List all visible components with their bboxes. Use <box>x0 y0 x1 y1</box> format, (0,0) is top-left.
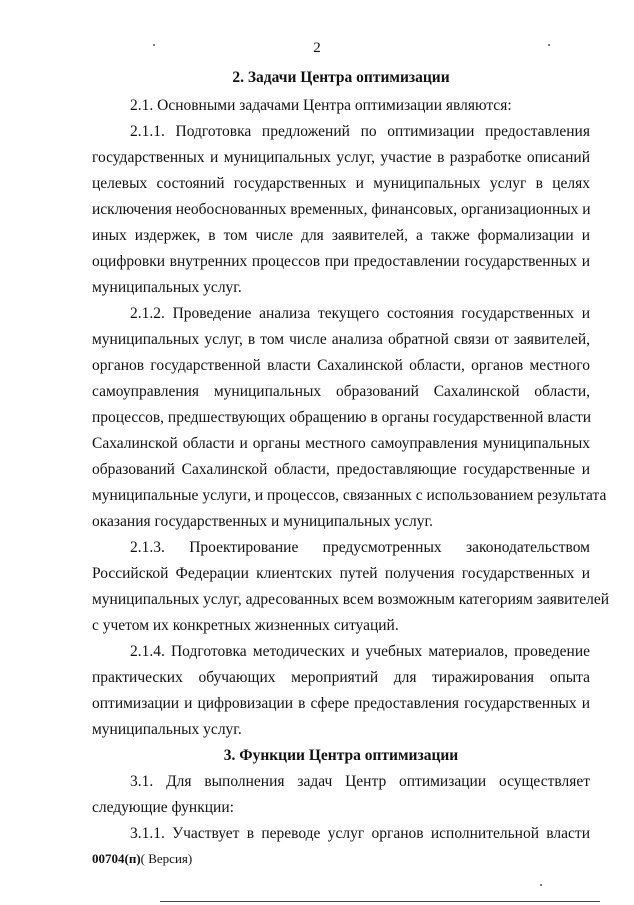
paragraph-2-1-1-line: исключения необоснованных временных, финансовых, организационных и <box>92 201 591 218</box>
paragraph-2-1-1-line: оцифровки внутренних процессов при предоставлении государственных и <box>92 253 590 270</box>
paragraph-2-1-2-line: оказания государственных и муниципальных услуг. <box>92 513 433 530</box>
paragraph-2-1-4-line: оптимизации и цифровизации в сфере предоставления государственных и <box>92 695 590 712</box>
paragraph-2-1-1-line: целевых состояний государственных и муниципальных услуг в целях <box>92 175 590 192</box>
scan-speck <box>540 884 542 886</box>
paragraph-2-1-2-line: процессов, предшествующих обращению в органы государственной власти <box>92 409 592 426</box>
paragraph-2-1: 2.1. Основными задачами Центра оптимизации являются: <box>130 97 512 114</box>
paragraph-2-1-4-line: 2.1.4. Подготовка методических и учебных материалов, проведение <box>130 643 590 660</box>
paragraph-2-1-1-line: государственных и муниципальных услуг, участие в разработке описаний <box>92 149 590 166</box>
paragraph-2-1-3-line: с учетом их конкретных жизненных ситуаций. <box>92 617 399 634</box>
paragraph-2-1-2-line: 2.1.2. Проведение анализа текущего состояния государственных и <box>130 305 590 322</box>
paragraph-2-1-3-line: 2.1.3. Проектирование предусмотренных законодательством <box>130 539 590 556</box>
document-code: 00704(п) <box>92 851 141 866</box>
section-3-heading: 3. Функции Центра оптимизации <box>223 747 459 764</box>
paragraph-2-1-1-line: 2.1.1. Подготовка предложений по оптимизации предоставления <box>130 123 590 140</box>
paragraph-2-1-2-line: самоуправления муниципальных образований Сахалинской области, <box>92 383 590 400</box>
scan-speck <box>153 44 155 46</box>
scan-speck <box>548 44 550 46</box>
paragraph-2-1-2-line: образований Сахалинской области, предоставляющие государственные и <box>92 461 590 478</box>
paragraph-2-1-2-line: Сахалинской области и органы местного самоуправления муниципальных <box>92 435 590 452</box>
paragraph-2-1-2-line: органов государственной власти Сахалинской области, органов местного <box>92 357 590 374</box>
paragraph-2-1-3-line: муниципальных услуг, адресованных всем возможным категориям заявителей <box>92 591 610 608</box>
paragraph-2-1-4-line: практических обучающих мероприятий для тиражирования опыта <box>92 669 590 686</box>
paragraph-3-1-1-line: 3.1.1. Участвует в переводе услуг органов исполнительной власти <box>130 825 590 842</box>
document-version: ( Версия) <box>140 851 193 866</box>
paragraph-2-1-2-line: муниципальных услуг, в том числе анализа обратной связи от заявителей, <box>92 331 590 348</box>
page-number: 2 <box>313 40 321 56</box>
paragraph-2-1-3-line: Российской Федерации клиентских путей получения государственных и <box>92 565 590 582</box>
paragraph-2-1-1-line: муниципальных услуг. <box>92 279 242 296</box>
section-2-heading: 2. Задачи Центра оптимизации <box>232 69 450 86</box>
paragraph-3-1-line: следующие функции: <box>92 799 234 816</box>
paragraph-2-1-2-line: муниципальные услуги, и процессов, связанных с использованием результата <box>92 487 607 504</box>
paragraph-3-1-line: 3.1. Для выполнения задач Центр оптимизации осуществляет <box>130 773 590 790</box>
document-footer <box>92 850 192 868</box>
paragraph-2-1-4-line: муниципальных услуг. <box>92 721 242 738</box>
scan-edge-line <box>160 901 600 902</box>
paragraph-2-1-1-line: иных издержек, в том числе для заявителей, а также формализации и <box>92 227 590 244</box>
